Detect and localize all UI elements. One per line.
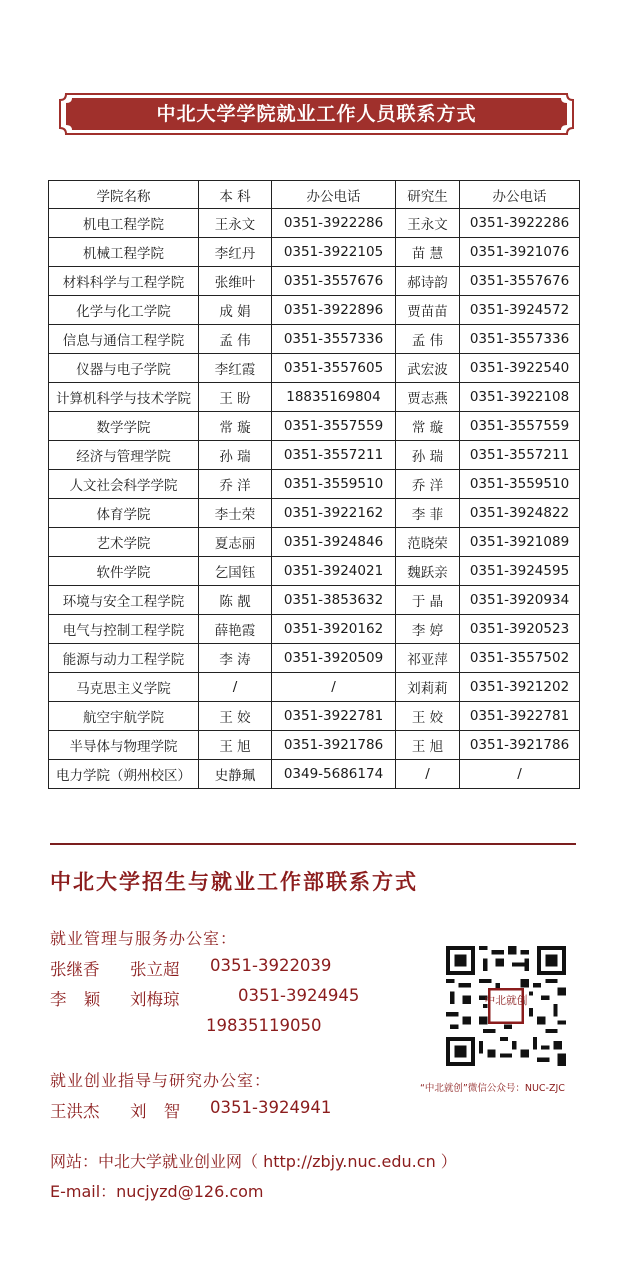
table-row <box>49 615 580 644</box>
table-row <box>49 673 580 702</box>
undergrad-contact-cell: 陈 靓 <box>199 586 272 615</box>
graduate-phone-cell: 0351-3921089 <box>460 528 580 557</box>
table-row <box>49 499 580 528</box>
undergrad-contact-cell: 乔 洋 <box>199 470 272 499</box>
contact-name: 李 颖 <box>50 990 107 1009</box>
undergrad-phone-cell: 0349-5686174 <box>272 760 396 789</box>
graduate-contact-cell: 王 姣 <box>396 702 460 731</box>
table-row <box>49 731 580 760</box>
undergrad-contact-cell: 李红霞 <box>199 354 272 383</box>
graduate-contact-cell: 苗 慧 <box>396 238 460 267</box>
title-banner <box>56 90 577 138</box>
contact-phone: 19835119050 <box>206 1016 322 1035</box>
graduate-phone-cell: 0351-3921202 <box>460 673 580 702</box>
college-name-cell: 电力学院（朔州校区） <box>49 760 199 789</box>
department-title: 中北大学招生与就业工作部联系方式 <box>50 870 418 894</box>
graduate-phone-cell: 0351-3557559 <box>460 412 580 441</box>
header-college: 学院名称 <box>49 181 199 209</box>
undergrad-phone-cell: 0351-3921786 <box>272 731 396 760</box>
table-row <box>49 354 580 383</box>
table-row <box>49 528 580 557</box>
college-name-cell: 信息与通信工程学院 <box>49 325 199 354</box>
college-name-cell: 艺术学院 <box>49 528 199 557</box>
college-name-cell: 能源与动力工程学院 <box>49 644 199 673</box>
undergrad-phone-cell: 18835169804 <box>272 383 396 412</box>
graduate-phone-cell: 0351-3557211 <box>460 441 580 470</box>
graduate-phone-cell: 0351-3920523 <box>460 615 580 644</box>
college-name-cell: 环境与安全工程学院 <box>49 586 199 615</box>
undergrad-phone-cell: 0351-3557559 <box>272 412 396 441</box>
undergrad-contact-cell: 孟 伟 <box>199 325 272 354</box>
college-name-cell: 数学学院 <box>49 412 199 441</box>
undergrad-phone-cell: / <box>272 673 396 702</box>
college-name-cell: 人文社会科学学院 <box>49 470 199 499</box>
graduate-phone-cell: 0351-3922286 <box>460 209 580 238</box>
undergrad-phone-cell: 0351-3557336 <box>272 325 396 354</box>
contact-name: 王洪杰 <box>50 1102 100 1121</box>
undergrad-contact-cell: 张维叶 <box>199 267 272 296</box>
undergrad-phone-cell: 0351-3557211 <box>272 441 396 470</box>
table-row <box>49 586 580 615</box>
table-row <box>49 209 580 238</box>
header-undergrad: 本 科 <box>199 181 272 209</box>
graduate-contact-cell: 魏跃亲 <box>396 557 460 586</box>
graduate-phone-cell: 0351-3921076 <box>460 238 580 267</box>
table-row <box>49 702 580 731</box>
table-row <box>49 441 580 470</box>
wechat-qr-code <box>446 946 566 1066</box>
table-row <box>49 238 580 267</box>
undergrad-phone-cell: 0351-3853632 <box>272 586 396 615</box>
undergrad-contact-cell: 王 盼 <box>199 383 272 412</box>
undergrad-contact-cell: 成 娟 <box>199 296 272 325</box>
graduate-phone-cell: 0351-3922540 <box>460 354 580 383</box>
college-name-cell: 体育学院 <box>49 499 199 528</box>
undergrad-phone-cell: 0351-3922781 <box>272 702 396 731</box>
qr-caption: “中北就创”微信公众号：NUC-ZJC <box>420 1083 565 1094</box>
graduate-contact-cell: 王 旭 <box>396 731 460 760</box>
graduate-phone-cell: 0351-3922781 <box>460 702 580 731</box>
college-name-cell: 航空宇航学院 <box>49 702 199 731</box>
graduate-phone-cell: 0351-3557676 <box>460 267 580 296</box>
college-name-cell: 化学与化工学院 <box>49 296 199 325</box>
contact-name: 刘 智 <box>130 1102 187 1121</box>
graduate-contact-cell: / <box>396 760 460 789</box>
graduate-phone-cell: 0351-3924572 <box>460 296 580 325</box>
contact-phone: 0351-3922039 <box>210 956 332 975</box>
website-link[interactable]: 网站：中北大学就业创业网（ http://zbjy.nuc.edu.cn ） <box>50 1152 457 1171</box>
college-name-cell: 电气与控制工程学院 <box>49 615 199 644</box>
college-name-cell: 计算机科学与技术学院 <box>49 383 199 412</box>
table-row <box>49 644 580 673</box>
college-name-cell: 经济与管理学院 <box>49 441 199 470</box>
qr-logo-text: 中北就创 <box>484 993 528 1007</box>
table-row <box>49 325 580 354</box>
header-graduate: 研究生 <box>396 181 460 209</box>
contact-phone: 0351-3924945 <box>238 986 360 1005</box>
undergrad-contact-cell: 王永文 <box>199 209 272 238</box>
table-row <box>49 296 580 325</box>
undergrad-phone-cell: 0351-3920509 <box>272 644 396 673</box>
table-body <box>49 209 580 789</box>
email-link[interactable]: E-mail：nucjyzd@126.com <box>50 1182 264 1201</box>
college-name-cell: 机电工程学院 <box>49 209 199 238</box>
graduate-phone-cell: 0351-3924822 <box>460 499 580 528</box>
graduate-contact-cell: 孙 瑞 <box>396 441 460 470</box>
undergrad-phone-cell: 0351-3924846 <box>272 528 396 557</box>
college-name-cell: 机械工程学院 <box>49 238 199 267</box>
graduate-contact-cell: 贾志燕 <box>396 383 460 412</box>
graduate-contact-cell: 刘莉莉 <box>396 673 460 702</box>
undergrad-phone-cell: 0351-3557605 <box>272 354 396 383</box>
graduate-phone-cell: / <box>460 760 580 789</box>
undergrad-contact-cell: 乞国钰 <box>199 557 272 586</box>
undergrad-contact-cell: 孙 瑞 <box>199 441 272 470</box>
graduate-contact-cell: 李 菲 <box>396 499 460 528</box>
section-divider <box>50 843 576 845</box>
graduate-contact-cell: 郝诗韵 <box>396 267 460 296</box>
graduate-contact-cell: 乔 洋 <box>396 470 460 499</box>
college-name-cell: 半导体与物理学院 <box>49 731 199 760</box>
contact-name: 张立超 <box>130 960 180 979</box>
undergrad-contact-cell: 薛艳霞 <box>199 615 272 644</box>
table-row <box>49 470 580 499</box>
contact-name: 刘梅琼 <box>130 990 180 1009</box>
undergrad-phone-cell: 0351-3922162 <box>272 499 396 528</box>
graduate-contact-cell: 李 婷 <box>396 615 460 644</box>
table-row <box>49 267 580 296</box>
table-row <box>49 557 580 586</box>
college-name-cell: 马克思主义学院 <box>49 673 199 702</box>
graduate-phone-cell: 0351-3557336 <box>460 325 580 354</box>
contact-name: 张继香 <box>50 960 100 979</box>
header-undergrad-phone: 办公电话 <box>272 181 396 209</box>
undergrad-phone-cell: 0351-3920162 <box>272 615 396 644</box>
graduate-phone-cell: 0351-3920934 <box>460 586 580 615</box>
college-name-cell: 仪器与电子学院 <box>49 354 199 383</box>
header-graduate-phone: 办公电话 <box>460 181 580 209</box>
graduate-phone-cell: 0351-3924595 <box>460 557 580 586</box>
college-name-cell: 软件学院 <box>49 557 199 586</box>
college-name-cell: 材料科学与工程学院 <box>49 267 199 296</box>
undergrad-phone-cell: 0351-3557676 <box>272 267 396 296</box>
graduate-phone-cell: 0351-3921786 <box>460 731 580 760</box>
undergrad-phone-cell: 0351-3924021 <box>272 557 396 586</box>
table-row <box>49 412 580 441</box>
undergrad-contact-cell: 李红丹 <box>199 238 272 267</box>
undergrad-contact-cell: 王 旭 <box>199 731 272 760</box>
undergrad-contact-cell: 李 涛 <box>199 644 272 673</box>
graduate-contact-cell: 祁亚萍 <box>396 644 460 673</box>
undergrad-phone-cell: 0351-3922105 <box>272 238 396 267</box>
undergrad-phone-cell: 0351-3559510 <box>272 470 396 499</box>
college-contacts-table <box>48 180 580 789</box>
table-row <box>49 383 580 412</box>
undergrad-contact-cell: / <box>199 673 272 702</box>
undergrad-contact-cell: 史静珮 <box>199 760 272 789</box>
undergrad-phone-cell: 0351-3922286 <box>272 209 396 238</box>
graduate-contact-cell: 武宏波 <box>396 354 460 383</box>
office1-label: 就业管理与服务办公室： <box>50 929 238 948</box>
undergrad-contact-cell: 夏志丽 <box>199 528 272 557</box>
undergrad-contact-cell: 王 姣 <box>199 702 272 731</box>
graduate-phone-cell: 0351-3557502 <box>460 644 580 673</box>
contact-phone: 0351-3924941 <box>210 1098 332 1117</box>
graduate-phone-cell: 0351-3559510 <box>460 470 580 499</box>
banner-title: 中北大学学院就业工作人员联系方式 <box>156 103 477 125</box>
graduate-phone-cell: 0351-3922108 <box>460 383 580 412</box>
undergrad-phone-cell: 0351-3922896 <box>272 296 396 325</box>
table-row <box>49 760 580 789</box>
office2-label: 就业创业指导与研究办公室： <box>50 1071 272 1090</box>
graduate-contact-cell: 范晓荣 <box>396 528 460 557</box>
undergrad-contact-cell: 李士荣 <box>199 499 272 528</box>
graduate-contact-cell: 常 璇 <box>396 412 460 441</box>
graduate-contact-cell: 贾苗苗 <box>396 296 460 325</box>
undergrad-contact-cell: 常 璇 <box>199 412 272 441</box>
graduate-contact-cell: 孟 伟 <box>396 325 460 354</box>
graduate-contact-cell: 于 晶 <box>396 586 460 615</box>
table-header-row <box>49 181 580 209</box>
graduate-contact-cell: 王永文 <box>396 209 460 238</box>
